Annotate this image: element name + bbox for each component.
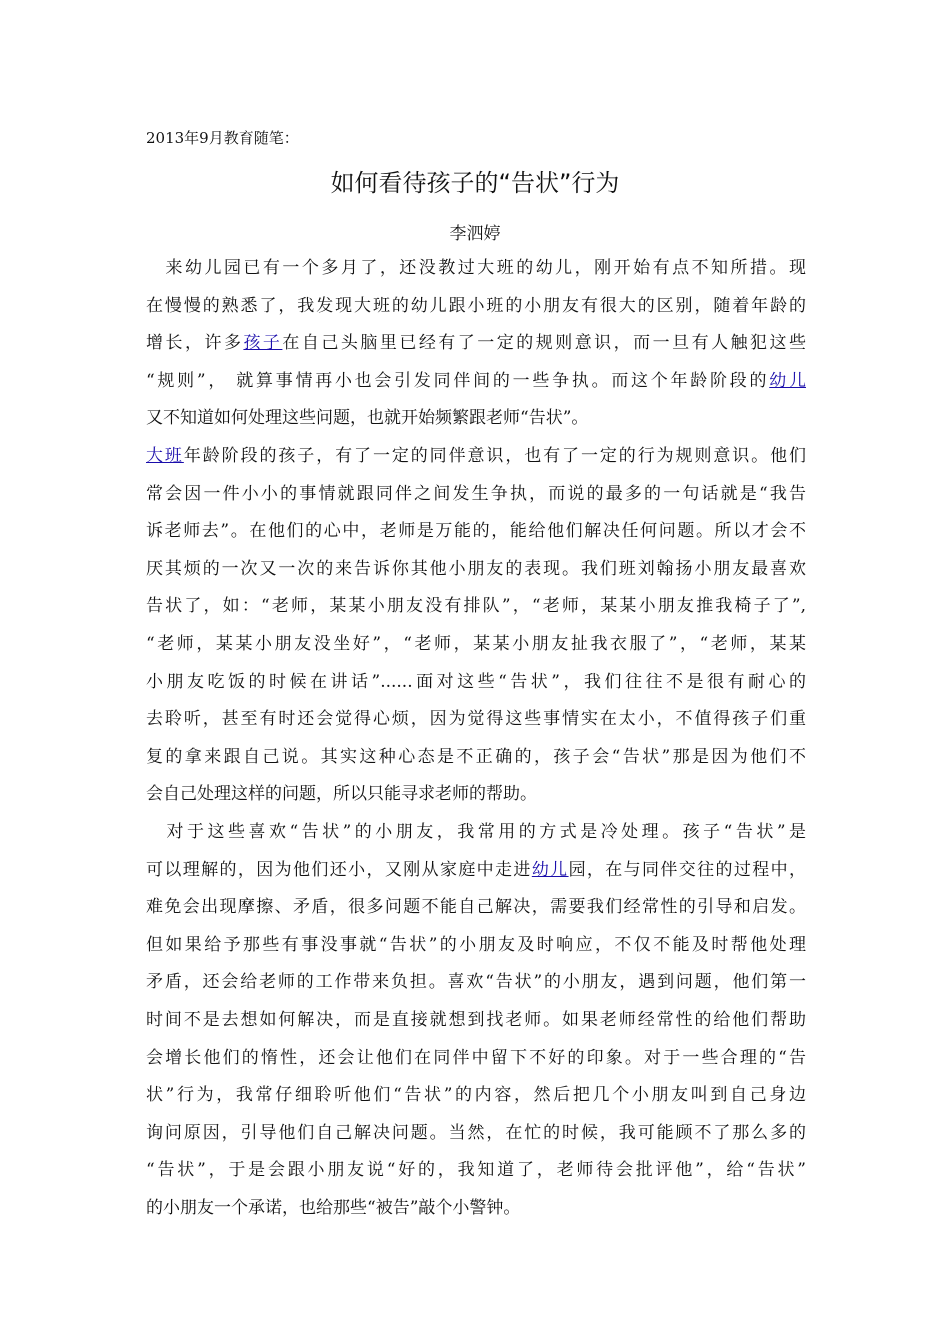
line-text: 复的拿来跟自己说。其实这种心态是不正确的，孩子会“告状”那是因为他们不 <box>146 746 806 767</box>
line-text: 增长，许多 <box>146 333 244 354</box>
body-line <box>146 858 806 882</box>
line-text: 矛盾，还会给老师的工作带来负担。喜欢“告状”的小朋友，遇到问题，他们第一 <box>146 972 806 993</box>
body-line <box>146 331 806 355</box>
line-text: “老师，某某小朋友没坐好”，“老师，某某小朋友扯我衣服了”，“老师，某某 <box>146 634 806 654</box>
line-text: 对于这些喜欢“告状”的小朋友，我常用的方式是冷处理。孩子“告状”是 <box>146 822 806 842</box>
line-text: 告状了，如：“老师，某某小朋友没有排队”，“老师，某某小朋友推我椅子了”, <box>146 596 806 617</box>
body-line <box>146 256 806 280</box>
line-text: 厌其烦的一次又一次的来告诉你其他小朋友的表现。我们班刘翰扬小朋友最喜欢 <box>146 558 806 579</box>
body-line <box>146 1121 806 1145</box>
body-line <box>146 970 806 994</box>
body-line <box>146 782 806 806</box>
date-header: 2013年9月教育随笔： <box>146 129 299 147</box>
body-line <box>146 294 806 318</box>
hyperlink[interactable]: 孩子 <box>243 333 283 354</box>
hyperlink[interactable]: 大班 <box>146 446 184 466</box>
line-text: “规则”， 就算事情再小也会引发同伴间的一些争执。而这个年龄阶段的 <box>146 370 770 391</box>
body-line <box>146 820 806 844</box>
body-line <box>146 369 806 393</box>
body-line <box>146 594 806 618</box>
line-text: 年龄阶段的孩子，有了一定的同伴意识，也有了一定的行为规则意识。他们 <box>183 446 807 466</box>
body-line <box>146 895 806 919</box>
body-line <box>146 1196 806 1220</box>
hyperlink[interactable]: 幼儿 <box>769 370 806 391</box>
line-text: 询问原因，引导他们自己解决问题。当然，在忙的时候，我可能顾不了那么多的 <box>146 1122 806 1143</box>
hyperlink[interactable]: 幼儿 <box>531 859 569 880</box>
body-line <box>146 519 806 543</box>
line-text: 状”行为，我常仔细聆听他们“告状”的内容，然后把几个小朋友叫到自己身边 <box>146 1085 806 1106</box>
line-text: 时间不是去想如何解决，而是直接就想到找老师。如果老师经常性的给他们帮助 <box>146 1010 806 1030</box>
line-text: 小朋友吃饭的时候在讲话”......面对这些“告状”，我们往往不是很有耐心的 <box>146 671 806 692</box>
line-text: 在慢慢的熟悉了，我发现大班的幼儿跟小班的小朋友有很大的区别，随着年龄的 <box>146 295 806 316</box>
line-text: 诉老师去”。在他们的心中，老师是万能的，能给他们解决任何问题。所以才会不 <box>146 521 806 542</box>
body-line <box>146 1046 806 1070</box>
line-text: 去聆听，甚至有时还会觉得心烦，因为觉得这些事情实在太小，不值得孩子们重 <box>146 709 806 730</box>
line-text: 又不知道如何处理这些问题，也就开始频繁跟老师“告状”。 <box>146 408 589 429</box>
document-title: 如何看待孩子的“告状”行为 <box>330 169 620 197</box>
body-line <box>146 1008 806 1032</box>
body-line <box>146 632 806 656</box>
line-text: 的小朋友一个承诺，也给那些“被告”敲个小警钟。 <box>146 1198 521 1218</box>
body-line <box>146 933 806 957</box>
line-text: 常会因一件小小的事情就跟同伴之间发生争执，而说的最多的一句话就是“我告 <box>146 483 806 504</box>
line-text: 可以理解的，因为他们还小，又刚从家庭中走进 <box>146 859 532 880</box>
body-line <box>146 482 806 506</box>
body-line <box>146 1083 806 1107</box>
body-line <box>146 745 806 769</box>
line-text: 会增长他们的惰性，还会让他们在同伴中留下不好的印象。对于一些合理的“告 <box>146 1047 806 1068</box>
line-text: 难免会出现摩擦、矛盾，很多问题不能自己解决，需要我们经常性的引导和启发。 <box>146 897 806 918</box>
author-name: 李泗婷 <box>449 224 501 244</box>
body-line <box>146 1158 806 1182</box>
line-text: 在自己头脑里已经有了一定的规则意识，而一旦有人触犯这些 <box>282 333 807 354</box>
line-text: “告状”，于是会跟小朋友说“好的，我知道了，老师待会批评他”，给“告状” <box>146 1160 806 1181</box>
line-text: 会自己处理这样的问题，所以只能寻求老师的帮助。 <box>146 784 537 805</box>
body-line <box>146 406 806 430</box>
body-line <box>146 444 806 468</box>
body-line <box>146 557 806 581</box>
body-line <box>146 670 806 694</box>
line-text: 来幼儿园已有一个多月了，还没教过大班的幼儿，刚开始有点不知所措。现 <box>146 258 806 278</box>
line-text: 园，在与同伴交往的过程中， <box>568 859 807 880</box>
body-line <box>146 707 806 731</box>
line-text: 但如果给予那些有事没事就“告状”的小朋友及时响应，不仅不能及时帮他处理 <box>146 934 806 955</box>
